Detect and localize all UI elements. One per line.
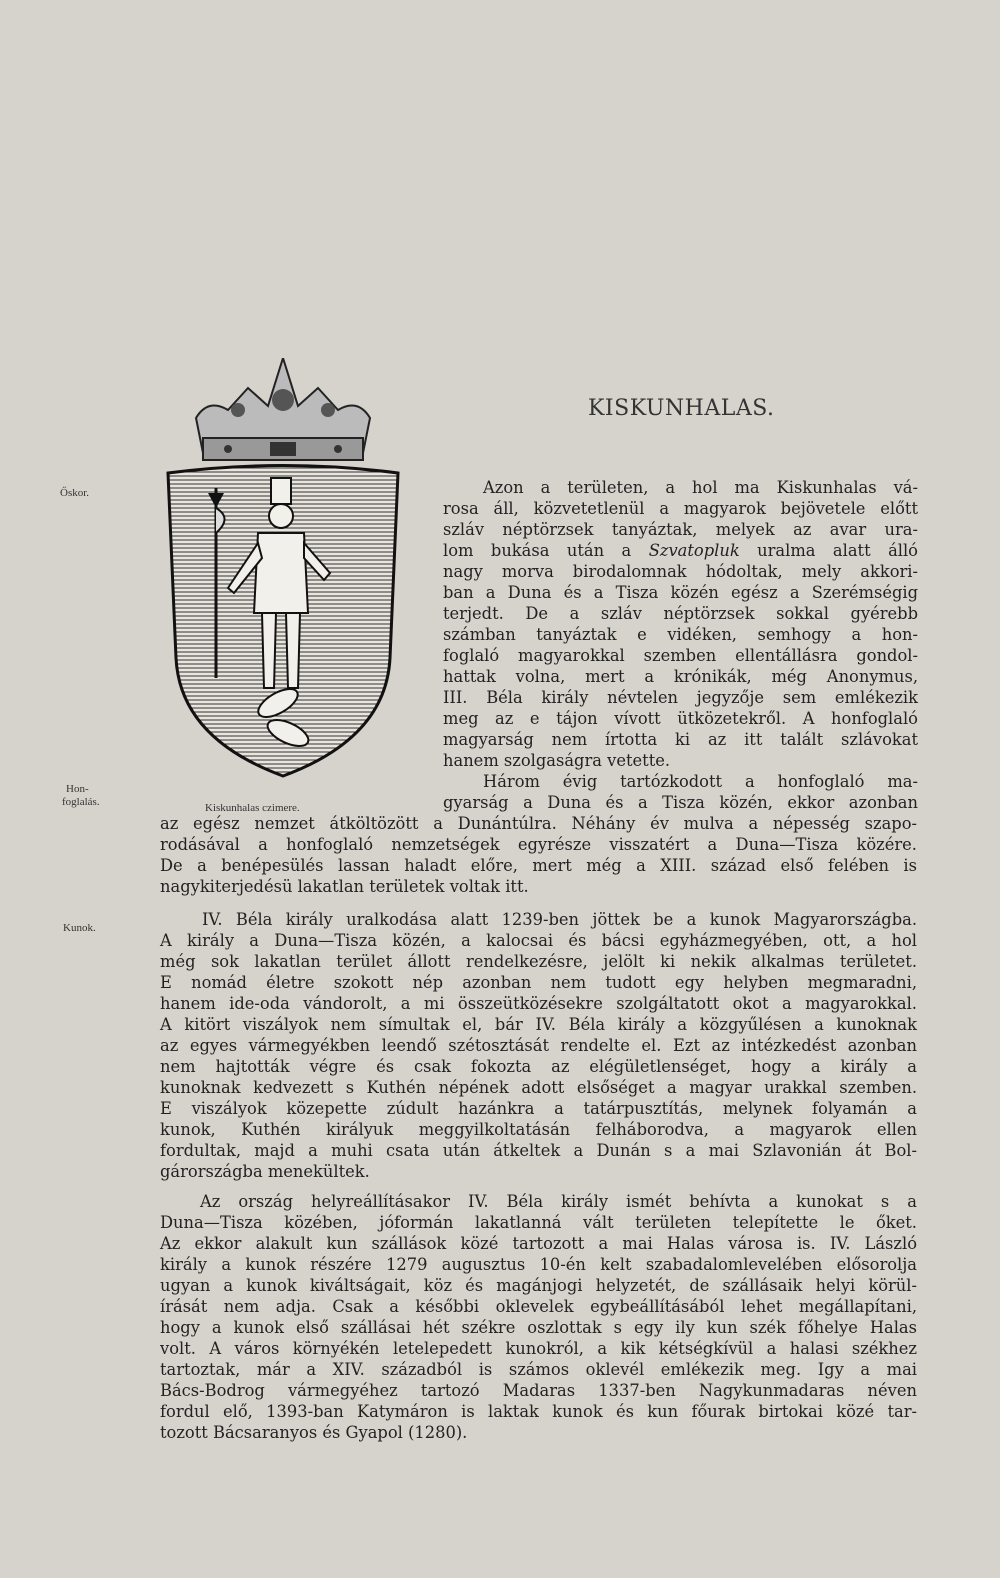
text-line: hanem szolgaságra vetette. bbox=[443, 751, 671, 770]
text-line: tozott Bácsaranyos és Gyapol (1280). bbox=[160, 1423, 468, 1442]
coat-of-arms-image bbox=[158, 358, 408, 788]
margin-note-honfoglalas-1: Hon- bbox=[66, 783, 89, 795]
text-line: E viszályok közepette zúdult hazánkra a tatárpusztítás, melynek folyamán a bbox=[160, 1099, 917, 1118]
image-caption: Kiskunhalas czimere. bbox=[205, 802, 300, 814]
text-line: magyarság nem írtotta ki az itt talált szlávokat bbox=[443, 730, 918, 749]
italic-term: Szvatopluk bbox=[648, 541, 740, 560]
text-line: kunok, Kuthén királyuk meggyilkoltatásán felháborodva, a magyarok ellen bbox=[160, 1120, 917, 1139]
text-line: Az ország helyreállításakor IV. Béla király ismét behívta a kunokat s a bbox=[200, 1192, 917, 1211]
text-line: A király a Duna—Tisza közén, a kalocsai és bácsi egyházmegyében, ott, a hol bbox=[160, 931, 917, 950]
text-line: ugyan a kunok kiváltságait, köz és magánjogi helyzetét, de szállásaik helyi körül- bbox=[160, 1276, 917, 1295]
text-line: fordul elő, 1393-ban Katymáron is laktak kunok és kun főurak birtokai közé tar- bbox=[160, 1402, 917, 1421]
text-line: tartoztak, már a XIV. századból is számos oklevél emlékezik meg. Igy a mai bbox=[160, 1360, 917, 1379]
crown-icon bbox=[196, 358, 370, 460]
text-line: nagykiterjedésü lakatlan területek voltak itt. bbox=[160, 877, 529, 896]
margin-note-oskor: Őskor. bbox=[60, 487, 90, 499]
text-line: hattak volna, mert a krónikák, még Anonymus, bbox=[443, 667, 918, 686]
text-line: fordultak, majd a muhi csata után átkeltek a Dunán s a mai Szlavonián át Bol- bbox=[160, 1141, 917, 1160]
text-line: nem hajtották végre és csak fokozta az elégületlenséget, hogy a király a bbox=[160, 1057, 917, 1076]
text-line: terjedt. De a szláv néptörzsek sokkal gyérebb bbox=[443, 604, 918, 623]
text-line: gyarság a Duna és a Tisza közén, ekkor azonban bbox=[443, 793, 918, 812]
text-line: szláv néptörzsek tanyáztak, melyek az avar ura- bbox=[443, 520, 918, 539]
text-line: ban a Duna és a Tisza közén egész a Szerémségig bbox=[443, 583, 918, 602]
margin-note-kunok: Kunok. bbox=[63, 922, 96, 934]
text-line: Három évig tartózkodott a honfoglaló ma- bbox=[483, 772, 918, 791]
text-line: Duna—Tisza közében, jóformán lakatlanná vált területen telepítette le őket. bbox=[160, 1213, 917, 1232]
text-line: király a kunok részére 1279 augusztus 10-én kelt szabadalomlevelében elősorolja bbox=[160, 1255, 917, 1274]
text-line: De a benépesülés lassan haladt előre, mert még a XIII. század első felében is bbox=[160, 856, 917, 875]
page-title: KISKUNHALAS. bbox=[588, 396, 775, 421]
text-line: foglaló magyarokkal szemben ellentállásra gondol- bbox=[443, 646, 918, 665]
text-line: Bács-Bodrog vármegyéhez tartozó Madaras 1337-ben Nagykunmadaras néven bbox=[160, 1381, 917, 1400]
text-line: írását nem adja. Csak a későbbi oklevelek egybeállításából lehet megállapítani, bbox=[160, 1297, 917, 1316]
text-line: hogy a kunok első szállásai hét székre oszlottak s egy ily kun szék főhelye Halas bbox=[160, 1318, 917, 1337]
text-line: IV. Béla király uralkodása alatt 1239-ben jöttek be a kunok Magyarországba. bbox=[202, 910, 917, 929]
text-line: rodásával a honfoglaló nemzetségek egyrésze visszatért a Duna—Tisza közére. bbox=[160, 835, 917, 854]
text-line: meg az e tájon vívott ütközetekről. A honfoglaló bbox=[443, 709, 918, 728]
text-line: gárországba menekültek. bbox=[160, 1162, 370, 1181]
text-line: E nomád életre szokott nép azonban nem tudott egy helyben megmaradni, bbox=[160, 973, 917, 992]
text-line: számban tanyáztak e vidéken, semhogy a hon- bbox=[443, 625, 918, 644]
text-line: az egész nemzet átköltözött a Dunántúlra. Néhány év mulva a népesség szapo- bbox=[160, 814, 917, 833]
text-line: még sok lakatlan terület állott rendelkezésre, jelölt ki nekik alkalmas területet. bbox=[160, 952, 917, 971]
text-line: rosa áll, közvetetlenül a magyarok bejövetele előtt bbox=[443, 499, 918, 518]
text-line: kunoknak kedvezett s Kuthén népének adott elsőséget a magyar urakkal szemben. bbox=[160, 1078, 917, 1097]
text-line: Az ekkor alakult kun szállások közé tartozott a mai Halas városa is. IV. László bbox=[160, 1234, 917, 1253]
text-line: Azon a területen, a hol ma Kiskunhalas vá- bbox=[483, 478, 918, 497]
text-line: hanem ide-oda vándorolt, a mi összeütközésekre szolgáltatott okot a magyarokkal. bbox=[160, 994, 917, 1013]
text-line: lom bukása után a Szvatopluk uralma alatt álló bbox=[443, 541, 918, 560]
text-line: volt. A város környékén letelepedett kunokról, a kik kétségkívül a halasi székhez bbox=[160, 1339, 917, 1358]
text-line: nagy morva birodalomnak hódoltak, mely akkori- bbox=[443, 562, 918, 581]
text-line: az egyes vármegyékben leendő szétosztását rendelte el. Ezt az intézkedést azonban bbox=[160, 1036, 917, 1055]
text-line: III. Béla király névtelen jegyzője sem emlékezik bbox=[443, 688, 918, 707]
text-line: A kitört viszályok nem símultak el, bár IV. Béla király a közgyűlésen a kunoknak bbox=[160, 1015, 917, 1034]
margin-note-honfoglalas-2: foglalás. bbox=[62, 796, 100, 808]
